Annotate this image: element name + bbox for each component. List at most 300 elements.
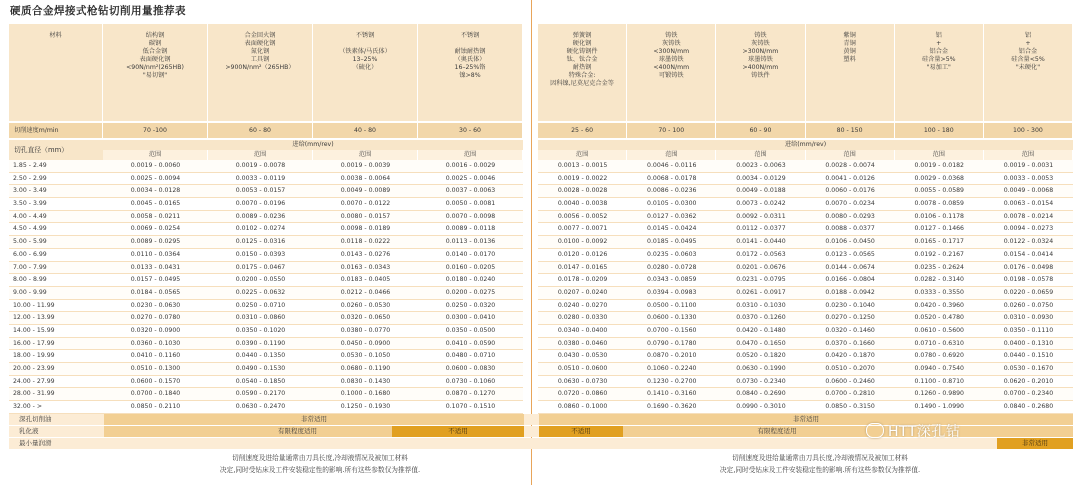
speed-value: 100 - 180 xyxy=(895,123,984,138)
range-cell: 0.0046 - 0.0116 xyxy=(647,162,697,169)
range-cell: 0.0520 - 0.4780 xyxy=(914,314,964,322)
note-line: 决定,同时受钻床及工件安装稳定性的影响.所有这些参数仅为推荐值. xyxy=(719,466,921,474)
diameter-cell: 10.00 - 11.99 xyxy=(13,301,55,309)
material-text: 钛、钛合金 xyxy=(566,56,598,64)
range-cell: 0.0360 - 0.1030 xyxy=(130,339,181,347)
wechat-icon xyxy=(866,423,884,438)
suitability-cell xyxy=(104,426,203,437)
range-cell: 0.0600 - 0.1330 xyxy=(647,314,697,322)
range-cell: 0.0450 - 0.0900 xyxy=(340,339,391,347)
range-label: 范围 xyxy=(208,150,313,160)
table-row xyxy=(9,236,523,249)
material-text: 弹簧钢 xyxy=(572,32,592,39)
table-row xyxy=(9,350,523,363)
range-cell: 0.0172 - 0.0563 xyxy=(736,250,786,258)
material-col xyxy=(418,24,523,121)
diameter-cell: 5.00 - 5.99 xyxy=(13,238,47,246)
range-cell: 0.0540 - 0.1850 xyxy=(235,377,286,385)
material-text: 铸铁件 xyxy=(751,72,770,80)
range-cell: 0.0016 - 0.0029 xyxy=(445,162,496,169)
range-cell: 0.0830 - 0.1430 xyxy=(340,377,391,385)
range-cell: 0.0207 - 0.0240 xyxy=(557,288,608,296)
range-cell: 0.0058 - 0.0211 xyxy=(130,212,181,220)
table-row xyxy=(9,338,523,351)
range-cell: 0.0127 - 0.1466 xyxy=(914,225,964,233)
material-text: 工具钢 xyxy=(250,56,270,64)
range-cell: 0.0080 - 0.0157 xyxy=(340,212,391,220)
range-cell: 0.0037 - 0.0063 xyxy=(445,187,496,195)
suitability-cell xyxy=(104,438,524,449)
material-text: 特殊合金: xyxy=(568,72,596,80)
range-cell: 0.0125 - 0.0316 xyxy=(235,238,286,246)
table-row xyxy=(9,173,523,186)
table-row xyxy=(9,325,523,338)
diameter-cell: 4.50 - 4.99 xyxy=(13,225,47,233)
material-text: 灰铸铁 xyxy=(751,40,770,48)
range-cell: 0.0049 - 0.0068 xyxy=(1003,187,1054,195)
notes-right xyxy=(650,452,990,476)
range-cell: 0.0069 - 0.0254 xyxy=(130,225,181,233)
range-cell: 0.0133 - 0.0431 xyxy=(130,263,181,271)
range-cell: 0.0940 - 0.7540 xyxy=(914,365,964,372)
diameter-cell: 3.00 - 3.49 xyxy=(13,187,47,195)
range-cell: 0.0192 - 0.2167 xyxy=(914,250,964,258)
table-row xyxy=(9,388,523,401)
range-cell: 0.0025 - 0.0094 xyxy=(130,174,181,182)
material-col xyxy=(895,24,984,121)
range-cell: 0.0730 - 0.2340 xyxy=(736,377,786,385)
material-text: 硬化铸钢件 xyxy=(566,48,598,56)
range-label: 范围 xyxy=(538,150,627,160)
material-text: 镍>8% xyxy=(459,72,481,80)
speed-value: 70 -100 xyxy=(103,123,208,138)
range-cell: 0.0028 - 0.0028 xyxy=(557,187,608,195)
range-cell: 0.0188 - 0.0942 xyxy=(825,288,875,296)
range-cell: 0.0380 - 0.0460 xyxy=(557,339,608,347)
range-cell: 0.0261 - 0.0917 xyxy=(736,288,786,296)
left-data-rows xyxy=(9,160,523,414)
range-cell: 0.0300 - 0.0410 xyxy=(445,314,496,322)
range-cell: 0.0092 - 0.0311 xyxy=(736,212,786,220)
range-cell: 0.0510 - 0.0600 xyxy=(557,365,608,372)
range-cell: 0.1250 - 0.1930 xyxy=(340,403,391,411)
material-text: "易加工" xyxy=(926,64,951,72)
material-text: 铝合金 xyxy=(929,48,949,56)
table-row xyxy=(9,401,523,414)
range-cell: 0.0870 - 0.2010 xyxy=(647,352,697,360)
speed-value: 60 - 80 xyxy=(208,123,313,138)
range-cell: 0.0028 - 0.0074 xyxy=(825,162,875,169)
range-cell: 0.0089 - 0.0236 xyxy=(235,212,286,220)
center-divider xyxy=(531,0,532,485)
diameter-cell: 20.00 - 23.99 xyxy=(13,365,55,372)
material-text: 铝 xyxy=(1024,32,1032,39)
range-label: 范围 xyxy=(895,150,984,160)
range-cell: 0.0490 - 0.1530 xyxy=(235,365,286,372)
material-text: 耐蚀耐热钢 xyxy=(454,48,486,56)
material-text: >300N/mm xyxy=(742,48,779,56)
material-text: 可锻铸铁 xyxy=(658,72,684,80)
range-cell: 0.0089 - 0.0118 xyxy=(445,225,496,233)
range-cell: 0.0157 - 0.0495 xyxy=(130,276,181,284)
suitability-cell: 不适用 xyxy=(392,426,524,437)
material-text: "未硬化" xyxy=(1015,64,1041,72)
suitability-cell xyxy=(997,426,1073,437)
feed-header xyxy=(9,140,523,160)
table-row xyxy=(9,274,523,287)
range-cell: 0.0350 - 0.1110 xyxy=(1003,326,1054,334)
material-text: 16–25%铬 xyxy=(454,64,486,72)
material-text: 硅含量>5% xyxy=(921,56,956,64)
range-cell: 0.0270 - 0.0780 xyxy=(130,314,181,322)
range-label: 范围 xyxy=(313,150,418,160)
range-cell: 0.0019 - 0.0022 xyxy=(557,174,608,182)
material-text: 低合金钢 xyxy=(142,48,168,56)
table-row xyxy=(538,274,1073,287)
range-cell: 0.0530 - 0.1050 xyxy=(340,352,391,360)
diameter-cell: 6.00 - 6.99 xyxy=(13,250,47,258)
range-cell: 0.0230 - 0.0630 xyxy=(130,301,181,309)
range-cell: 0.0343 - 0.0859 xyxy=(647,276,697,284)
material-text: 碳钢 xyxy=(148,40,162,48)
material-text: 耐热钢 xyxy=(572,64,592,72)
table-row xyxy=(538,401,1073,414)
range-cell: 0.0220 - 0.0659 xyxy=(1003,288,1054,296)
diameter-cell: 32.00 - > xyxy=(13,403,43,411)
material-col xyxy=(806,24,895,121)
speed-value: 60 - 90 xyxy=(716,123,805,138)
range-cell: 0.0112 - 0.0377 xyxy=(736,225,786,233)
suitability-cell: 非常适用 xyxy=(104,414,524,425)
range-cell: 0.0019 - 0.0060 xyxy=(130,162,181,169)
table-row xyxy=(538,262,1073,275)
range-cell: 0.0235 - 0.2624 xyxy=(914,263,964,271)
range-label: 范围 xyxy=(627,150,716,160)
table-row xyxy=(538,236,1073,249)
material-header xyxy=(9,24,523,121)
material-text: （硫化） xyxy=(352,64,378,72)
material-text: （铁素体/马氏体） xyxy=(339,48,391,56)
table-row xyxy=(538,287,1073,300)
material-text: 表面硬化钢 xyxy=(139,56,171,64)
range-cell: 0.0394 - 0.0983 xyxy=(647,288,697,296)
range-cell: 0.0013 - 0.0015 xyxy=(557,162,608,169)
range-cell: 0.0140 - 0.0170 xyxy=(445,250,496,258)
range-cell: 0.0410 - 0.0590 xyxy=(445,339,496,347)
material-label: 材料 xyxy=(9,24,103,121)
table-row xyxy=(9,262,523,275)
diameter-cell: 7.00 - 7.99 xyxy=(13,263,47,271)
range-cell: 0.0184 - 0.0565 xyxy=(130,288,181,296)
table-row xyxy=(538,211,1073,224)
range-cell: 0.0178 - 0.0209 xyxy=(557,276,608,284)
range-cell: 0.0230 - 0.1040 xyxy=(825,301,875,309)
range-cell: 0.0440 - 0.1350 xyxy=(235,352,286,360)
material-col xyxy=(208,24,313,121)
range-cell: 0.0840 - 0.2680 xyxy=(1003,403,1054,411)
material-col xyxy=(538,24,627,121)
range-cell: 0.0049 - 0.0089 xyxy=(340,187,391,195)
material-text: 铝合金 xyxy=(1018,48,1038,56)
diameter-cell: 28.00 - 31.99 xyxy=(13,390,55,398)
range-cell: 0.0034 - 0.0129 xyxy=(736,174,786,182)
range-cell: 0.0520 - 0.1820 xyxy=(736,352,786,360)
speed-value: 40 - 80 xyxy=(313,123,418,138)
range-cell: 0.0500 - 0.1100 xyxy=(647,301,697,309)
range-cell: 0.0680 - 0.1190 xyxy=(340,365,391,372)
range-cell: 0.0710 - 0.6310 xyxy=(914,339,964,347)
range-cell: 0.0105 - 0.0300 xyxy=(647,200,697,208)
speed-row-right xyxy=(538,123,1073,138)
feed-label: 进给(mm/rev) xyxy=(103,140,523,150)
material-text xyxy=(364,40,366,48)
range-cell: 0.0106 - 0.0450 xyxy=(825,238,875,246)
material-text: 表面硬化钢 xyxy=(244,40,276,48)
range-cell: 0.0235 - 0.0603 xyxy=(647,250,697,258)
range-cell: 0.0231 - 0.0795 xyxy=(736,276,786,284)
range-cell: 0.0225 - 0.0632 xyxy=(235,288,286,296)
range-cell: 0.0175 - 0.0467 xyxy=(235,263,286,271)
range-cell: 0.0055 - 0.0589 xyxy=(914,187,964,195)
range-cell: 0.0320 - 0.0900 xyxy=(130,326,181,334)
range-cell: 0.0070 - 0.0098 xyxy=(445,212,496,220)
range-cell: 0.0120 - 0.0126 xyxy=(557,250,608,258)
range-cell: 0.0420 - 0.1870 xyxy=(825,352,875,360)
range-cell: 0.0410 - 0.1160 xyxy=(130,352,181,360)
range-cell: 0.0600 - 0.2460 xyxy=(825,377,875,385)
range-cell: 0.0049 - 0.0188 xyxy=(736,187,786,195)
range-cell: 0.0590 - 0.2170 xyxy=(235,390,286,398)
range-cell: 0.0180 - 0.0240 xyxy=(445,276,496,284)
range-cell: 0.0390 - 0.1190 xyxy=(235,339,286,347)
table-row xyxy=(538,312,1073,325)
range-cell: 0.0530 - 0.1670 xyxy=(1003,365,1054,372)
material-text: 13–25% xyxy=(352,56,378,64)
range-cell: 0.0165 - 0.1717 xyxy=(914,238,964,246)
range-cell: 0.0060 - 0.0176 xyxy=(825,187,875,195)
table-row xyxy=(538,350,1073,363)
material-text: + xyxy=(936,40,942,48)
right-table xyxy=(538,24,1073,414)
table-row xyxy=(538,249,1073,262)
range-cell: 0.0029 - 0.0368 xyxy=(914,174,964,182)
speed-label: 切削速度m/min xyxy=(9,123,103,138)
material-text: 铸铁 xyxy=(665,32,678,39)
table-row xyxy=(538,173,1073,186)
material-text: >900N/nm²（265HB） xyxy=(225,64,295,72)
range-cell: 0.0250 - 0.0710 xyxy=(235,301,286,309)
diameter-cell: 12.00 - 13.99 xyxy=(13,314,55,322)
material-text: 球墨铸铁 xyxy=(658,56,684,64)
right-data-rows xyxy=(538,160,1073,414)
range-cell: 0.0310 - 0.0860 xyxy=(235,314,286,322)
speed-value: 25 - 60 xyxy=(538,123,627,138)
range-cell: 0.0320 - 0.0650 xyxy=(340,314,391,322)
table-row xyxy=(9,185,523,198)
range-cell: 0.0240 - 0.0270 xyxy=(557,301,608,309)
range-cell: 0.1410 - 0.3160 xyxy=(647,390,697,398)
range-cell: 0.0990 - 0.3010 xyxy=(736,403,786,411)
note-line: 切削速度及进给量通常由刀具长度,冷却液情况及被加工材料 xyxy=(232,454,408,462)
material-text: 青铜 xyxy=(843,40,856,48)
range-cell: 0.0610 - 0.5600 xyxy=(914,326,964,334)
range-cell: 0.0480 - 0.0710 xyxy=(445,352,496,360)
range-cell: 0.0630 - 0.2470 xyxy=(235,403,286,411)
range-cell: 0.0780 - 0.6920 xyxy=(914,352,964,360)
material-text: 球墨铸铁 xyxy=(748,56,773,64)
coolant-label: 深孔切削油 xyxy=(19,415,52,423)
range-cell: 0.0700 - 0.2810 xyxy=(825,390,875,398)
range-cell: 0.0350 - 0.1020 xyxy=(235,326,286,334)
range-label: 范围 xyxy=(103,150,208,160)
table-row xyxy=(9,287,523,300)
range-cell: 0.0200 - 0.0550 xyxy=(235,276,286,284)
feed-label: 进给(mm/rev) xyxy=(538,140,1073,150)
range-cell: 0.0620 - 0.2010 xyxy=(1003,377,1054,385)
material-col xyxy=(313,24,418,121)
range-cell: 0.0019 - 0.0039 xyxy=(340,162,391,169)
range-cell: 0.0122 - 0.0324 xyxy=(1003,238,1054,246)
range-cell: 0.0430 - 0.0530 xyxy=(557,352,608,360)
range-cell: 0.0280 - 0.0728 xyxy=(647,263,697,271)
range-cell: 0.0053 - 0.0157 xyxy=(235,187,286,195)
table-row xyxy=(9,363,523,376)
range-cell: 0.1260 - 0.9890 xyxy=(914,390,964,398)
speed-value: 80 - 150 xyxy=(806,123,895,138)
range-cell: 0.0183 - 0.0405 xyxy=(340,276,391,284)
range-cell: 0.0730 - 0.1060 xyxy=(445,377,496,385)
range-cell: 0.1070 - 0.1510 xyxy=(445,403,496,411)
material-text: 硅含量<5% xyxy=(1011,56,1045,64)
range-cell: 0.0850 - 0.3150 xyxy=(825,403,875,411)
range-cell: 0.0282 - 0.3140 xyxy=(914,276,964,284)
range-label: 范围 xyxy=(984,150,1073,160)
range-cell: 0.0078 - 0.0214 xyxy=(1003,212,1054,220)
range-cell: 0.0080 - 0.0293 xyxy=(825,212,875,220)
material-text: 紫铜 xyxy=(843,32,856,39)
range-cell: 0.0089 - 0.0295 xyxy=(130,238,181,246)
watermark-text: HTT深孔钻 xyxy=(888,424,961,440)
range-cell: 0.0033 - 0.0053 xyxy=(1003,174,1054,182)
range-cell: 0.0370 - 0.1660 xyxy=(825,339,875,347)
range-cell: 0.1690 - 0.3620 xyxy=(647,403,697,411)
range-cell: 0.0198 - 0.0578 xyxy=(1003,276,1054,284)
range-cell: 0.0420 - 0.3960 xyxy=(914,301,964,309)
range-cell: 0.0320 - 0.1460 xyxy=(825,326,875,334)
material-text: 灰铸铁 xyxy=(661,40,681,48)
material-text: 黄铜 xyxy=(843,48,856,56)
range-cell: 0.0340 - 0.0400 xyxy=(557,326,608,334)
table-row xyxy=(538,363,1073,376)
range-cell: 0.0038 - 0.0064 xyxy=(340,174,391,182)
range-cell: 0.0147 - 0.0165 xyxy=(557,263,608,271)
material-col xyxy=(627,24,716,121)
table-row xyxy=(538,160,1073,173)
range-cell: 0.0700 - 0.1840 xyxy=(130,390,181,398)
range-cell: 0.0790 - 0.1780 xyxy=(647,339,697,347)
range-cell: 0.0150 - 0.0393 xyxy=(235,250,286,258)
range-cell: 0.0260 - 0.0530 xyxy=(340,301,391,309)
note-line: 切削速度及进给量通常由刀具长度,冷却液情况及被加工材料 xyxy=(732,454,908,462)
range-cell: 0.0250 - 0.0320 xyxy=(445,301,496,309)
feed-header-right xyxy=(538,140,1073,160)
range-cell: 0.0086 - 0.0236 xyxy=(647,187,697,195)
table-row xyxy=(9,300,523,313)
range-cell: 0.0380 - 0.0770 xyxy=(340,326,391,334)
diameter-cell: 24.00 - 27.99 xyxy=(13,377,55,385)
range-cell: 0.0073 - 0.0242 xyxy=(736,200,786,208)
material-text: 铝 xyxy=(935,32,942,39)
suitability-cell: 不适用 xyxy=(539,426,623,437)
diameter-cell: 9.00 - 9.99 xyxy=(13,288,47,296)
range-label: 范围 xyxy=(418,150,523,160)
range-cell: 0.0019 - 0.0078 xyxy=(235,162,286,169)
range-cell: 0.0019 - 0.0182 xyxy=(914,162,964,169)
diameter-cell: 16.00 - 17.99 xyxy=(13,339,55,347)
range-cell: 0.0141 - 0.0440 xyxy=(736,238,786,246)
table-row xyxy=(9,160,523,173)
range-cell: 0.0510 - 0.1300 xyxy=(130,365,181,372)
material-text: 氮化钢 xyxy=(250,48,270,56)
range-cell: 0.0270 - 0.1250 xyxy=(825,314,875,322)
page-title: 硬质合金焊接式枪钻切削用量推荐表 xyxy=(10,5,186,17)
material-header-right xyxy=(538,24,1073,121)
range-cell: 0.0144 - 0.0674 xyxy=(825,263,875,271)
range-cell: 0.0033 - 0.0119 xyxy=(235,174,286,182)
range-cell: 0.1060 - 0.2240 xyxy=(647,365,697,372)
range-cell: 0.0510 - 0.2070 xyxy=(825,365,875,372)
range-cell: 0.0078 - 0.0859 xyxy=(914,200,964,208)
speed-row xyxy=(9,123,523,138)
material-col xyxy=(716,24,805,121)
range-cell: 0.0370 - 0.1260 xyxy=(736,314,786,322)
material-text: 硬化钢 xyxy=(572,40,592,48)
table-row xyxy=(538,325,1073,338)
table-row xyxy=(538,300,1073,313)
range-cell: 0.0145 - 0.0424 xyxy=(647,225,697,233)
range-cell: 0.0050 - 0.0081 xyxy=(445,200,496,208)
range-cell: 0.0200 - 0.0275 xyxy=(445,288,496,296)
material-text: <400N/mm xyxy=(653,64,690,72)
suitability-cell xyxy=(623,426,733,437)
table-row xyxy=(538,388,1073,401)
range-cell: 0.0068 - 0.0178 xyxy=(647,174,697,182)
range-cell: 0.0400 - 0.1310 xyxy=(1003,339,1054,347)
material-text: 结构钢 xyxy=(145,32,165,39)
diameter-cell: 4.00 - 4.49 xyxy=(13,212,47,220)
range-label: 范围 xyxy=(806,150,895,160)
range-cell: 0.0110 - 0.0364 xyxy=(130,250,181,258)
material-text: <300N/mm xyxy=(653,48,690,56)
diameter-cell: 14.00 - 15.99 xyxy=(13,326,55,334)
left-table xyxy=(9,24,523,414)
notes-left xyxy=(150,452,490,476)
diameter-label: 切孔直径（mm） xyxy=(9,140,103,160)
material-text: >400N/mm xyxy=(742,64,779,72)
range-cell: 0.0840 - 0.2690 xyxy=(736,390,786,398)
range-cell: 0.0310 - 0.1030 xyxy=(736,301,786,309)
range-cell: 0.0123 - 0.0565 xyxy=(825,250,875,258)
range-cell: 0.0023 - 0.0063 xyxy=(736,162,786,169)
diameter-cell: 1.85 - 2.49 xyxy=(13,162,47,169)
range-cell: 0.1000 - 0.1680 xyxy=(340,390,391,398)
material-text: 不锈钢 xyxy=(355,32,375,39)
range-cell: 0.0333 - 0.3550 xyxy=(914,288,964,296)
table-row xyxy=(9,312,523,325)
range-cell: 0.0860 - 0.1000 xyxy=(557,403,608,411)
range-cell: 0.0127 - 0.0362 xyxy=(647,212,697,220)
material-text: 因科镍,尼莫尼克合金等 xyxy=(550,80,614,88)
